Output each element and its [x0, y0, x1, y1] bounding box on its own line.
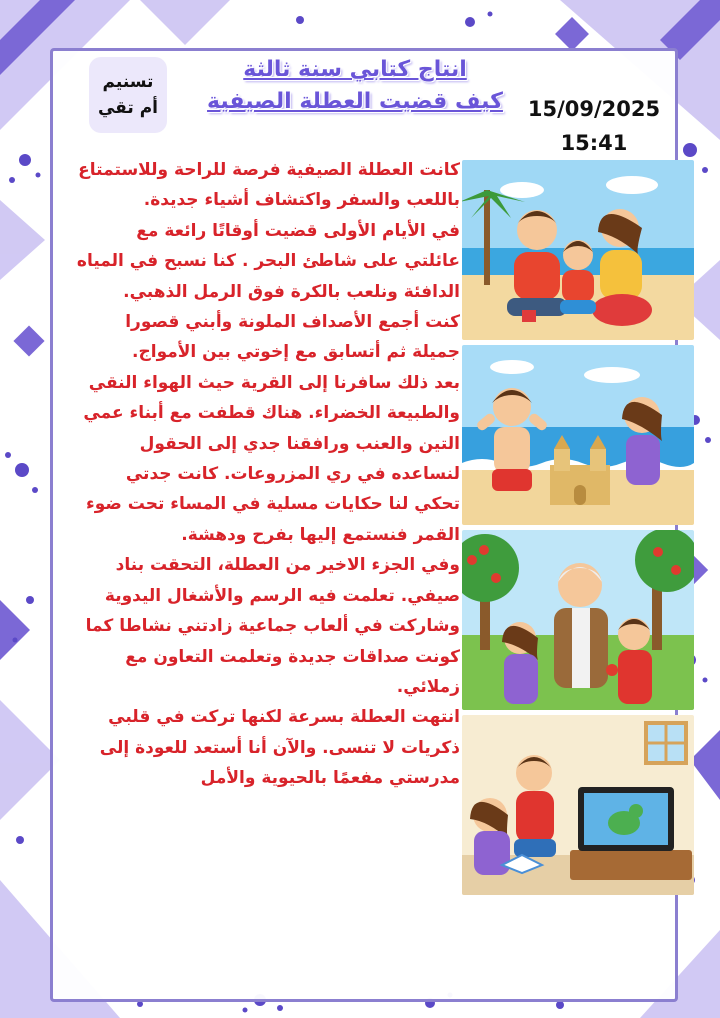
page-title [190, 54, 520, 118]
illustrations-column [462, 160, 694, 900]
title-line-2: كيف قضيت العطلة الصيفية [207, 89, 503, 114]
paragraph: وفي الجزء الاخير من العطلة، التحقت بناد صيفي. تعلمت فيه الرسم والأشغال اليدوية وشاركت في ألعاب جماعية زادتني نشاطا كما كونت صداقات جديدة وتعلمت التعاون مع زملائي. [85, 555, 460, 697]
kids-reading-tv-picture [462, 715, 694, 895]
paragraph: كانت العطلة الصيفية فرصة للراحة وللاستمتاع باللعب والسفر واكتشاف أشياء جديدة. [78, 160, 460, 211]
paragraph: كنت أجمع الأصداف الملونة وأبني قصورا جميلة ثم أتسابق مع إخوتي بين الأمواج. [125, 312, 460, 363]
date-text: 15/09/2025 [527, 97, 661, 121]
author-subtitle: أم تقي [97, 98, 159, 118]
grandpa-orchard-picture [462, 530, 694, 710]
author-badge [89, 57, 167, 133]
family-beach-picture [462, 160, 694, 340]
title-line-1: انتاج كتابي سنة ثالثة [243, 57, 467, 82]
time-text: 15:41 [560, 131, 628, 155]
paragraph: في الأيام الأولى قضيت أوقاتًا رائعة مع عائلتي على شاطئ البحر . كنا نسبح في المياه الدافئة ونلعب بالكرة فوق الرمل الذهبي. [76, 220, 460, 302]
essay-text [76, 155, 460, 794]
paragraph: انتهت العطلة بسرعة لكنها تركت في قلبي ذكريات لا تنسى. والآن أنا أستعد للعودة إلى مدرستي مفعمًا بالحيوية والأمل [99, 707, 460, 789]
paragraph: بعد ذلك سافرنا إلى القرية حيث الهواء النقي والطبيعة الخضراء. هناك قطفت مع أبناء عمي التين والعنب ورافقنا جدي إلى الحقول لنساعده في ري المزروعات. كانت جدتي تحكي لنا حكايات مسلية في المساء تحت ضوء القمر فنستمع إليها بفرح ودهشة. [83, 372, 460, 545]
date-time [520, 92, 668, 160]
kids-sandcastle-picture [462, 345, 694, 525]
author-name: تسنيم [102, 72, 154, 92]
